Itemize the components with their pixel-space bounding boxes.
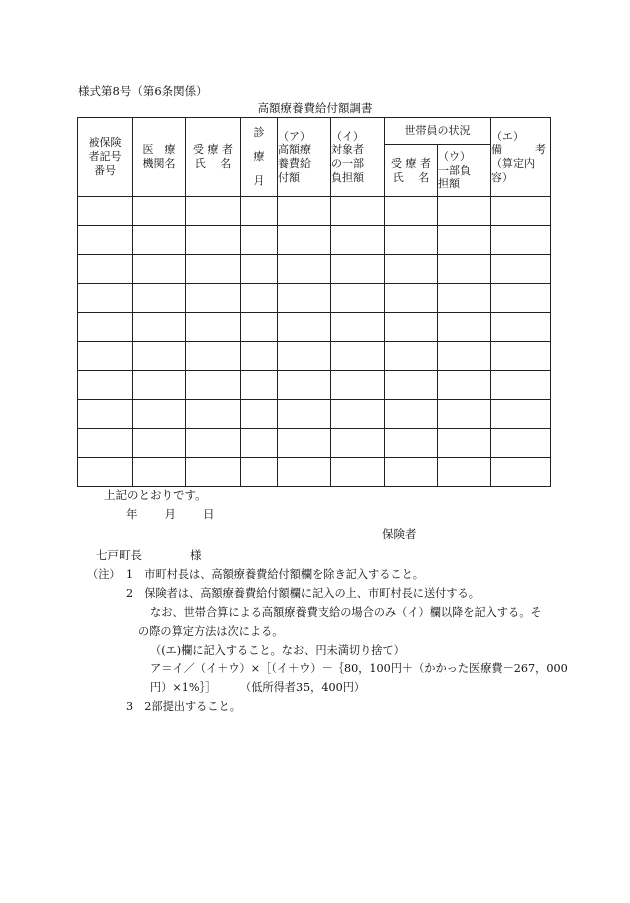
table-cell[interactable] [385, 458, 438, 487]
note-2: 2 保険者は、高額療養費給付額欄に記入の上、市町村長に送付する。 [126, 587, 480, 600]
table-cell[interactable] [241, 400, 278, 429]
table-cell[interactable] [241, 342, 278, 371]
header-household-status: 世帯員の状況 [385, 118, 491, 145]
benefit-table [77, 117, 551, 487]
table-cell[interactable] [331, 342, 385, 371]
table-cell[interactable] [491, 371, 551, 400]
table-cell[interactable] [438, 371, 491, 400]
table-cell[interactable] [438, 342, 491, 371]
table-cell[interactable] [331, 197, 385, 226]
table-cell[interactable] [133, 255, 186, 284]
note-1: 1 市町村長は、高額療養費給付額欄を除き記入すること。 [126, 568, 424, 581]
table-cell[interactable] [331, 313, 385, 342]
table-cell[interactable] [491, 313, 551, 342]
table-cell[interactable] [438, 197, 491, 226]
table-cell[interactable] [78, 313, 133, 342]
note-2-low-income: （低所得者35，400円） [240, 681, 366, 694]
form-number-label: 様式第8号（第6条関係） [78, 84, 208, 98]
table-cell[interactable] [133, 342, 186, 371]
table-cell[interactable] [438, 400, 491, 429]
table-cell[interactable] [186, 371, 241, 400]
table-cell[interactable] [186, 255, 241, 284]
table-cell[interactable] [278, 400, 331, 429]
table-cell[interactable] [278, 197, 331, 226]
table-cell[interactable] [491, 342, 551, 371]
note-2-line-a: なお、世帯合算による高額療養費支給の場合のみ（イ）欄以降を記入する。そ [150, 606, 542, 619]
table-cell[interactable] [78, 226, 133, 255]
table-cell[interactable] [186, 284, 241, 313]
date-year: 年 [126, 507, 138, 521]
table-cell[interactable] [385, 226, 438, 255]
addressee [96, 547, 202, 563]
table-cell[interactable] [241, 313, 278, 342]
table-cell[interactable] [331, 400, 385, 429]
table-cell[interactable] [385, 429, 438, 458]
table-cell[interactable] [78, 429, 133, 458]
note-2-formula-cont: 円）×1%｝］ [150, 681, 217, 694]
table-cell[interactable] [385, 342, 438, 371]
table-cell[interactable] [78, 400, 133, 429]
table-body [78, 197, 551, 487]
table-cell[interactable] [186, 313, 241, 342]
table-cell[interactable] [78, 342, 133, 371]
table-cell[interactable] [438, 284, 491, 313]
table-cell[interactable] [241, 371, 278, 400]
addressee-suffix: 様 [190, 548, 202, 562]
table-cell[interactable] [133, 313, 186, 342]
notes-tag: （注） [87, 568, 121, 581]
table-cell[interactable] [385, 400, 438, 429]
table-cell[interactable] [241, 255, 278, 284]
table-cell[interactable] [186, 342, 241, 371]
table-cell[interactable] [385, 197, 438, 226]
table-cell[interactable] [241, 458, 278, 487]
table-cell[interactable] [331, 371, 385, 400]
table-cell[interactable] [78, 255, 133, 284]
table-cell[interactable] [278, 429, 331, 458]
note-2-line-c: （(エ)欄に記入すること。なお、円未満切り捨て） [150, 644, 405, 657]
table-cell[interactable] [491, 226, 551, 255]
table-cell[interactable] [278, 371, 331, 400]
table-cell[interactable] [331, 284, 385, 313]
header-patient-name: 受 療 者 氏 名 [186, 118, 241, 197]
table-cell[interactable] [133, 197, 186, 226]
date-month: 月 [164, 507, 176, 521]
table-cell[interactable] [78, 371, 133, 400]
table-cell[interactable] [491, 400, 551, 429]
confirmation-text: 上記のとおりです。 [104, 488, 207, 502]
header-household-patient-name: 受 療 者 氏 名 [385, 145, 438, 197]
table-row [78, 313, 551, 342]
table-row [78, 197, 551, 226]
header-high-cost-benefit: （ア） 高額療 養費給 付額 [278, 118, 331, 197]
table-row [78, 371, 551, 400]
table-row [78, 226, 551, 255]
table-cell[interactable] [491, 197, 551, 226]
table-cell[interactable] [385, 371, 438, 400]
table-cell[interactable] [241, 284, 278, 313]
table-cell[interactable] [438, 255, 491, 284]
table-cell[interactable] [186, 197, 241, 226]
table-cell[interactable] [438, 458, 491, 487]
header-remarks: （エ） 備 考 （算定内 容） [491, 118, 551, 197]
table-cell[interactable] [385, 313, 438, 342]
table-cell[interactable] [438, 226, 491, 255]
table-row [78, 342, 551, 371]
table-row [78, 284, 551, 313]
table-cell[interactable] [241, 197, 278, 226]
table-cell[interactable] [133, 284, 186, 313]
date-day: 日 [203, 507, 215, 521]
table-row [78, 400, 551, 429]
note-3: 3 2部提出すること。 [126, 700, 241, 713]
header-medical-institution: 医 療 機関名 [133, 118, 186, 197]
table-cell[interactable] [78, 458, 133, 487]
table-cell[interactable] [133, 458, 186, 487]
table-cell[interactable] [278, 284, 331, 313]
table-cell[interactable] [133, 371, 186, 400]
table-cell[interactable] [278, 313, 331, 342]
header-insured-number: 被保険 者記号 番号 [78, 118, 133, 197]
table-cell[interactable] [186, 226, 241, 255]
table-cell[interactable] [385, 255, 438, 284]
table-cell[interactable] [331, 255, 385, 284]
header-treatment-month: 診 療 月 [241, 118, 278, 197]
table-cell[interactable] [385, 284, 438, 313]
date-line [126, 506, 215, 522]
table-cell[interactable] [186, 400, 241, 429]
table-cell[interactable] [491, 429, 551, 458]
table-cell[interactable] [133, 226, 186, 255]
table-cell[interactable] [241, 226, 278, 255]
table-cell[interactable] [186, 458, 241, 487]
table-row [78, 458, 551, 487]
table-cell[interactable] [78, 197, 133, 226]
table-cell[interactable] [438, 313, 491, 342]
table-cell[interactable] [491, 255, 551, 284]
table-cell[interactable] [278, 458, 331, 487]
table-cell[interactable] [278, 255, 331, 284]
header-copayment: （イ） 対象者 の一部 負担額 [331, 118, 385, 197]
note-2-line-b: の際の算定方法は次による。 [138, 625, 284, 638]
table-cell[interactable] [331, 458, 385, 487]
table-cell[interactable] [491, 284, 551, 313]
document-title: 高額療養費給付額調書 [257, 101, 373, 115]
table-cell[interactable] [278, 226, 331, 255]
table-cell[interactable] [78, 284, 133, 313]
table-cell[interactable] [331, 226, 385, 255]
table-cell[interactable] [438, 429, 491, 458]
table-cell[interactable] [241, 429, 278, 458]
header-household-copayment: （ウ） 一部負 担額 [438, 145, 491, 197]
addressee-name: 七戸町長 [96, 548, 142, 562]
table-cell[interactable] [133, 429, 186, 458]
table-cell[interactable] [186, 429, 241, 458]
insurer-label: 保険者 [382, 527, 417, 541]
table-row [78, 429, 551, 458]
table-cell[interactable] [331, 429, 385, 458]
table-cell[interactable] [491, 458, 551, 487]
table-cell[interactable] [133, 400, 186, 429]
note-2-formula: ア＝イ／（イ＋ウ）×［（イ＋ウ）－｛80，100円＋（かかった医療費－267，000 [150, 662, 568, 675]
table-row [78, 255, 551, 284]
table-cell[interactable] [278, 342, 331, 371]
